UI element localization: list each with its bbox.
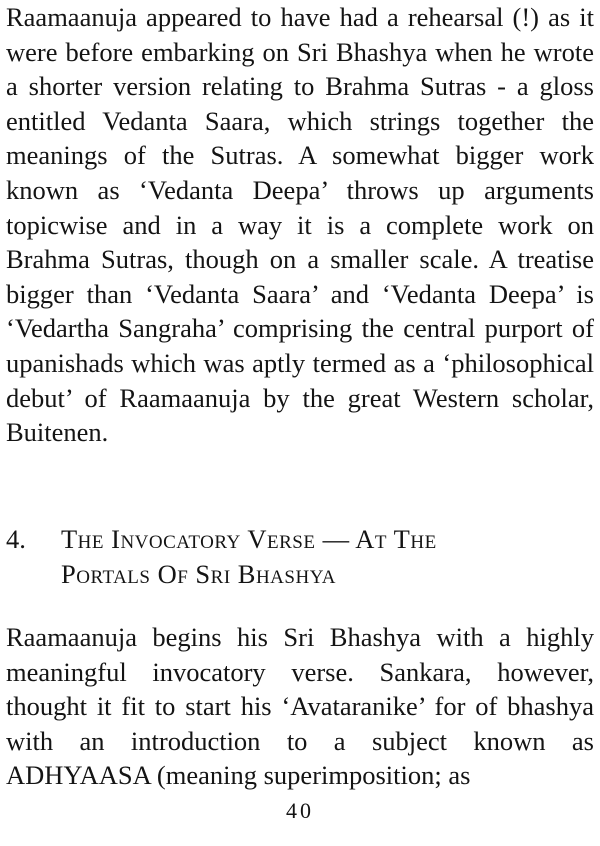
body-paragraph-2: Raamaanuja begins his Sri Bhashya with a highly meaningful invocatory verse. Sankara, however, thought it fit to start his ‘Avataranike’ for of bhashya with an introduction to a subject known as ADHYAASA (meaning superimposition; as [6,622,594,791]
section-number: 4. [6,524,26,554]
section-title-line-2: Portals Of Sri Bhashya [61,558,337,589]
book-page [6,0,594,846]
body-paragraph-1: Raamaanuja appeared to have had a rehearsal (!) as it were before embarking on Sri Bhashya when he wrote a shorter version relating to Brahma Sutras - a gloss entitled Vedanta Saara, which strings together the meanings of the Sutras. A somewhat bigger work known as ‘Vedanta Deepa’ throws up arguments topicwise and in a way it is a complete work on Brahma Sutras, though on a smaller scale. A treatise bigger than ‘Vedanta Saara’ and ‘Vedanta Deepa’ is ‘Vedartha Sangraha’ comprising the central purport of upanishads which was aptly termed as a ‘philosophical debut’ of Raamaanuja by the great Western scholar, Buitenen. [6,2,594,448]
section-heading [6,522,594,591]
page-number: 40 [286,798,314,823]
section-title-line-1: The Invocatory Verse — At The [61,524,437,554]
